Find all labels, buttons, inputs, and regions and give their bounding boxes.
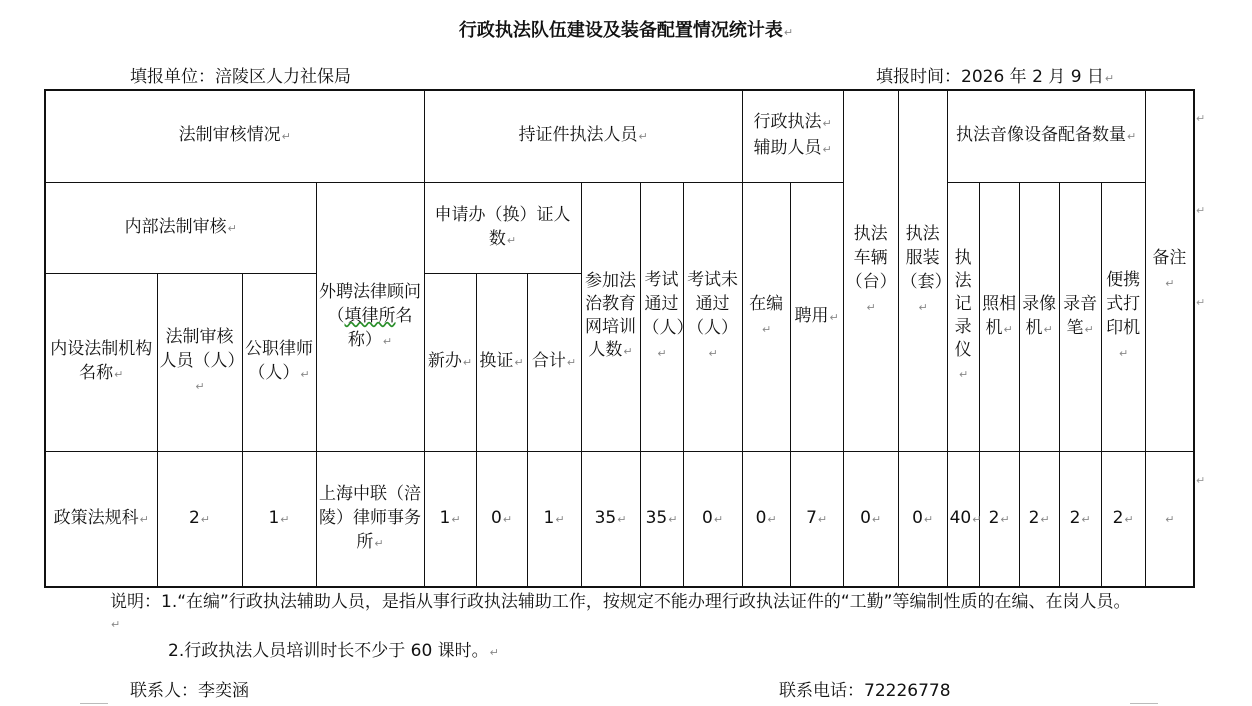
header-uniforms: 执法服装（套）↵ <box>898 90 947 451</box>
header-vehicles: 执法车辆（台）↵ <box>843 90 898 451</box>
header-new-cert: 新办↵ <box>424 273 476 451</box>
document-title: 行政执法队伍建设及装备配置情况统计表↵ <box>458 20 794 41</box>
header-camera: 照相机↵ <box>979 182 1019 451</box>
cell-video: 2↵ <box>1019 451 1059 587</box>
cell-remarks: ↵ <box>1145 451 1194 587</box>
cell-training: 35↵ <box>581 451 640 587</box>
header-apply-certificate: 申请办（换）证人数↵ <box>424 182 581 273</box>
cell-new-cert: 1↵ <box>424 451 476 587</box>
header-hired: 聘用↵ <box>790 182 843 451</box>
cell-public-lawyer: 1↵ <box>242 451 316 587</box>
contact-phone: 联系电话：72226778 <box>779 681 951 701</box>
header-public-lawyer: 公职律师（人）↵ <box>242 273 316 451</box>
cell-printer: 2↵ <box>1101 451 1145 587</box>
header-on-staff: 在编↵ <box>742 182 790 451</box>
header-remarks: 备注↵ <box>1145 90 1194 451</box>
cell-audio-pen: 2↵ <box>1059 451 1101 587</box>
reporting-unit: 填报单位：涪陵区人力社保局 <box>130 67 351 87</box>
header-reviewers: 法制审核人员（人）↵ <box>157 273 242 451</box>
cell-exam-pass: 35↵ <box>640 451 683 587</box>
cell-vehicles: 0↵ <box>843 451 898 587</box>
header-auxiliary-staff: 行政执法↵ 辅助人员↵ <box>742 90 843 182</box>
header-printer: 便携式打印机↵ <box>1101 182 1145 451</box>
header-internal-review: 内部法制审核↵ <box>45 182 316 273</box>
cell-hired: 7↵ <box>790 451 843 587</box>
row-end-mark: ↵ <box>1196 296 1206 309</box>
note-2: 2.行政执法人员培训时长不少于 60 课时。↵ <box>168 641 499 661</box>
header-external-lawyer: 外聘法律顾问（填律所名称）↵ <box>316 182 424 451</box>
cell-external-lawyer: 上海中联（涪陵）律师事务所↵ <box>316 451 424 587</box>
cell-reviewers: 2↵ <box>157 451 242 587</box>
cell-exam-fail: 0↵ <box>683 451 742 587</box>
row-end-mark: ↵ <box>1196 204 1206 217</box>
header-total: 合计↵ <box>527 273 581 451</box>
cell-recorder: 40↵ <box>947 451 979 587</box>
cell-org-name: 政策法规科↵ <box>45 451 157 587</box>
header-exam-fail: 考试未通过（人）↵ <box>683 182 742 451</box>
statistics-table <box>44 89 1195 588</box>
contact-person: 联系人：李奕涵 <box>130 681 249 701</box>
row-end-mark: ↵ <box>1196 112 1206 125</box>
header-recorder: 执法记录仪↵ <box>947 182 979 451</box>
table-row <box>45 451 1194 587</box>
header-training: 参加法治教育网培训人数↵ <box>581 182 640 451</box>
cell-renew-cert: 0↵ <box>476 451 527 587</box>
note-1: 说明：1.“在编”行政执法辅助人员，是指从事行政执法辅助工作，按规定不能办理行政执法证件的“工勤”等编制性质的在编、在岗人员。↵ <box>110 592 1131 631</box>
header-av-equipment: 执法音像设备配备数量↵ <box>947 90 1145 182</box>
page-edge-line <box>1130 703 1158 704</box>
page-edge-line <box>80 703 108 704</box>
cell-uniforms: 0↵ <box>898 451 947 587</box>
header-video: 录像机↵ <box>1019 182 1059 451</box>
reporting-date: 填报时间：2026 年 2 月 9 日↵ <box>876 67 1115 87</box>
header-audio-pen: 录音笔↵ <box>1059 182 1101 451</box>
header-exam-pass: 考试通过（人）↵ <box>640 182 683 451</box>
cell-total: 1↵ <box>527 451 581 587</box>
header-org-name: 内设法制机构名称↵ <box>45 273 157 451</box>
cell-on-staff: 0↵ <box>742 451 790 587</box>
header-certified-staff: 持证件执法人员↵ <box>424 90 742 182</box>
row-end-mark: ↵ <box>1196 474 1206 487</box>
header-legal-review: 法制审核情况↵ <box>45 90 424 182</box>
header-renew-cert: 换证↵ <box>476 273 527 451</box>
cell-camera: 2↵ <box>979 451 1019 587</box>
